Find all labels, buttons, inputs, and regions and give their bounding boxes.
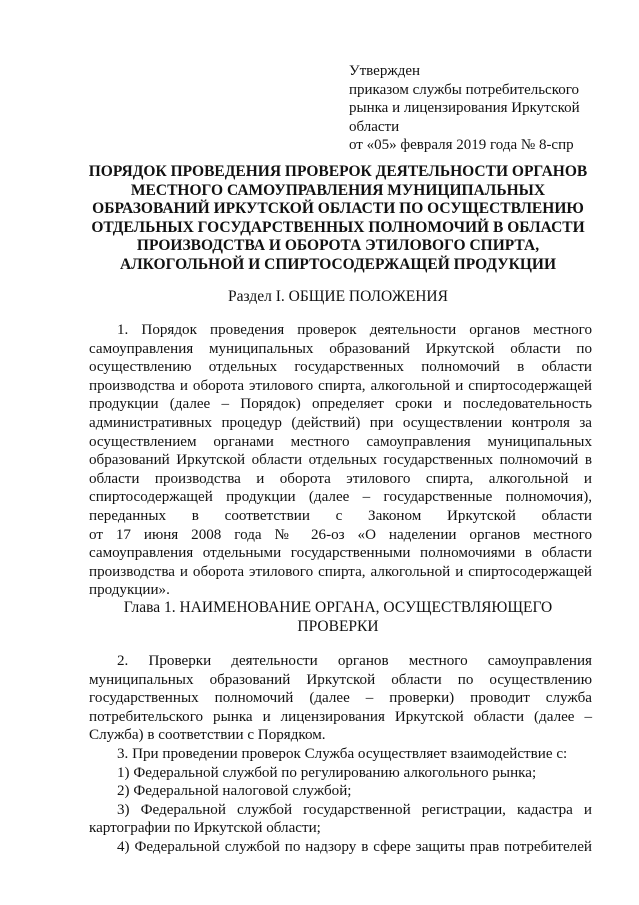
chapter-heading <box>84 598 592 636</box>
title-line: ПРОИЗВОДСТВА И ОБОРОТА ЭТИЛОВОГО СПИРТА, <box>136 237 540 255</box>
text-line: государственных полномочий (далее – проверки) проводит служба <box>89 690 592 707</box>
text-line: 4) Федеральной службой по надзору в сфере защиты прав потребителей <box>117 838 592 855</box>
approval-line: области <box>349 118 400 135</box>
text-line: картографии по Иркутской области; <box>89 820 321 837</box>
title-line: ПОРЯДОК ПРОВЕДЕНИЯ ПРОВЕРОК ДЕЯТЕЛЬНОСТИ ОРГАНОВ <box>88 163 588 180</box>
title-line: АЛКОГОЛЬНОЙ И СПИРТОСОДЕРЖАЩЕЙ ПРОДУКЦИИ <box>119 255 557 273</box>
chapter-line: Глава 1. НАИМЕНОВАНИЕ ОРГАНА, ОСУЩЕСТВЛЯЮЩЕГО <box>123 599 553 616</box>
title-line: ОТДЕЛЬНЫХ ГОСУДАРСТВЕННЫХ ПОЛНОМОЧИЙ В ОБЛАСТИ <box>91 218 585 236</box>
text-line: Службa) в соответствии с Порядком. <box>89 727 326 744</box>
text-line: 3. При проведении проверок Служба осуществляет взаимодействие с: <box>117 745 568 762</box>
approval-line: рынка и лицензирования Иркутской <box>349 100 580 116</box>
text-line: от 17 июня 2008 года № 26-оз «О наделении органов местного <box>89 526 592 543</box>
text-line: производства и оборота этилового спирта, алкогольной и спиртосодержащей <box>89 563 592 580</box>
text-line: самоуправления муниципальных образований Иркутской области по <box>89 340 592 357</box>
text-line: 2) Федеральной налоговой службой; <box>117 783 352 800</box>
text-line: осуществлению отдельных государственных полномочий в области <box>89 359 592 376</box>
approval-line: приказом службы потребительского <box>349 81 580 98</box>
text-line: 3) Федеральной службой государственной регистрации, кадастра и <box>117 801 592 818</box>
text-line: 1) Федеральной службой по регулированию алкогольного рынка; <box>117 764 537 781</box>
text-line: потребительского рынка и лицензирования Иркутской области (далее – <box>89 708 592 725</box>
text-line: спиртосодержащей продукции (далее – государственные полномочия), <box>89 489 592 506</box>
text-line: продукции». <box>89 582 170 599</box>
paragraph-2 <box>89 652 592 857</box>
approval-line: от «05» февраля 2019 года № 8-спр <box>349 137 574 153</box>
approval-line: Утвержден <box>349 63 421 79</box>
text-line: переданных в соответствии с Законом Иркутской области <box>89 507 592 524</box>
text-line: продукции (далее – Порядок) определяет сроки и последовательность <box>89 396 592 413</box>
text-line: 1. Порядок проведения проверок деятельности органов местного <box>117 322 592 338</box>
text-line: осуществлением органами местного самоуправления муниципальных <box>89 433 592 450</box>
text-line: области производства и оборота этилового спирта, алкогольной и <box>89 470 592 487</box>
title-line: ОБРАЗОВАНИЙ ИРКУТСКОЙ ОБЛАСТИ ПО ОСУЩЕСТВЛЕНИЮ <box>92 200 584 218</box>
paragraph-1 <box>89 321 592 600</box>
title-line: МЕСТНОГО САМОУПРАВЛЕНИЯ МУНИЦИПАЛЬНЫХ <box>130 181 546 199</box>
section-heading: Раздел I. ОБЩИЕ ПОЛОЖЕНИЯ <box>228 288 448 305</box>
text-line: образований Иркутской области отдельных государственных полномочий в <box>89 452 592 469</box>
document-title <box>84 163 592 275</box>
chapter-line: ПРОВЕРКИ <box>297 618 379 635</box>
text-line: административных процедур (действий) при осуществлении контроля за <box>89 414 592 431</box>
text-line: муниципальных образований Иркутской области по осуществлению <box>89 671 592 688</box>
text-line: самоуправления отдельными государственными полномочиями в области <box>89 545 592 562</box>
text-line: 2. Проверки деятельности органов местного самоуправления <box>117 653 592 669</box>
text-line: производства и оборота этилового спирта, алкогольной и спиртосодержащей <box>89 377 592 394</box>
approval-stamp <box>349 62 619 155</box>
